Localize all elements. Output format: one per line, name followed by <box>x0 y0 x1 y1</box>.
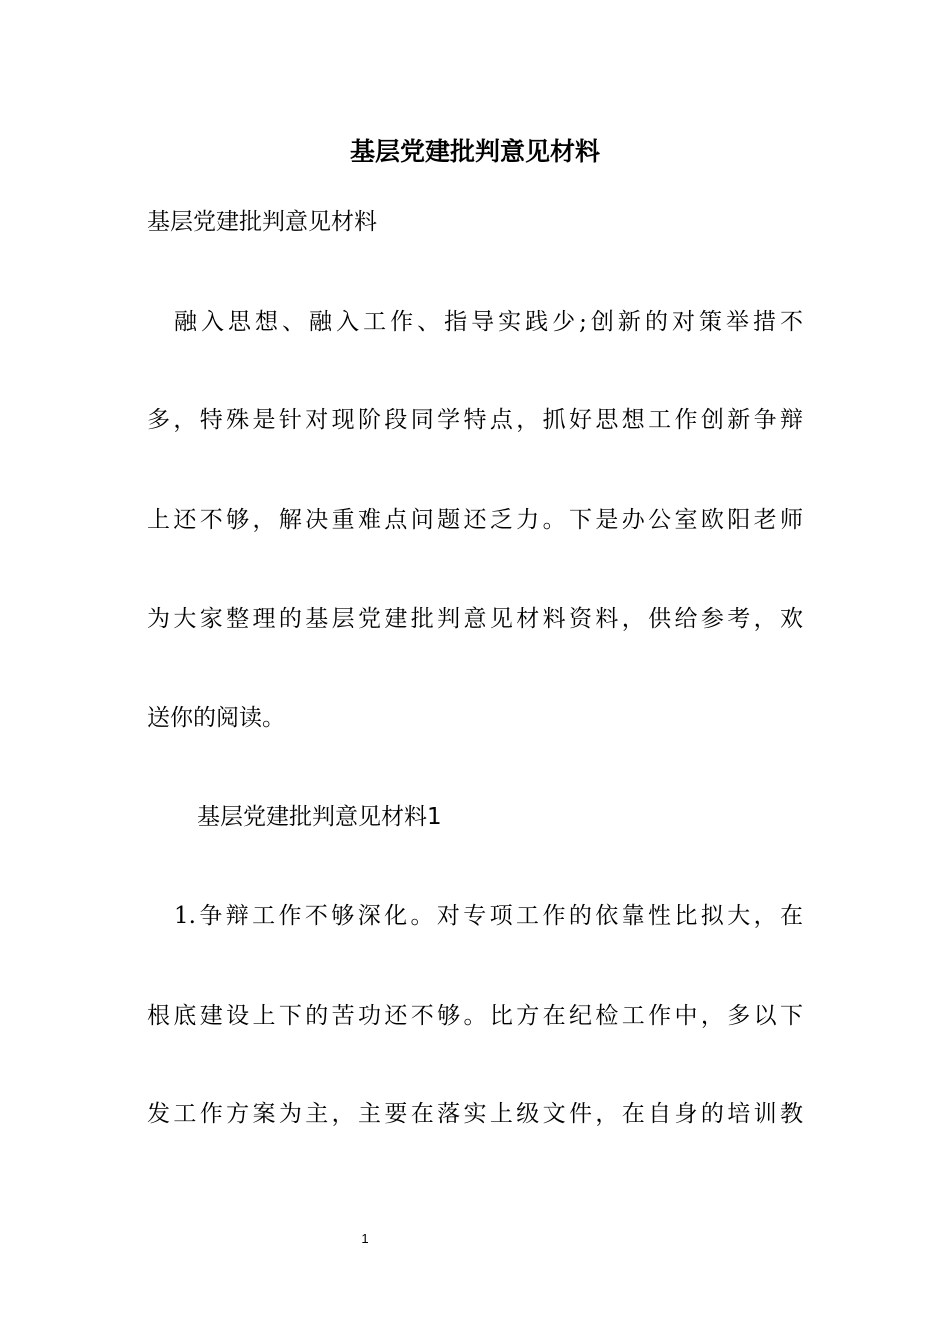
paragraph-line: 为大家整理的基层党建批判意见材料资料，供给参考，欢 <box>147 606 803 632</box>
paragraph-line: 上还不够，解决重难点问题还乏力。下是办公室欧阳老师 <box>147 507 803 533</box>
paragraph-line: 多，特殊是针对现阶段同学特点，抓好思想工作创新争辩 <box>147 407 803 433</box>
section-heading: 基层党建批判意见材料1 <box>197 804 442 830</box>
paragraph-line: 融入思想、融入工作、指导实践少;创新的对策举措不 <box>174 309 803 335</box>
document-title: 基层党建批判意见材料 <box>349 137 600 166</box>
page-number: 1 <box>361 1231 369 1246</box>
subtitle-line: 基层党建批判意见材料 <box>147 209 377 235</box>
paragraph-line: 1.争辩工作不够深化。对专项工作的依靠性比拟大，在 <box>174 903 803 929</box>
paragraph-line: 根底建设上下的苦功还不够。比方在纪检工作中，多以下 <box>147 1003 803 1029</box>
paragraph-line: 发工作方案为主，主要在落实上级文件，在自身的培训教 <box>147 1101 803 1127</box>
paragraph-line: 送你的阅读。 <box>147 705 285 731</box>
